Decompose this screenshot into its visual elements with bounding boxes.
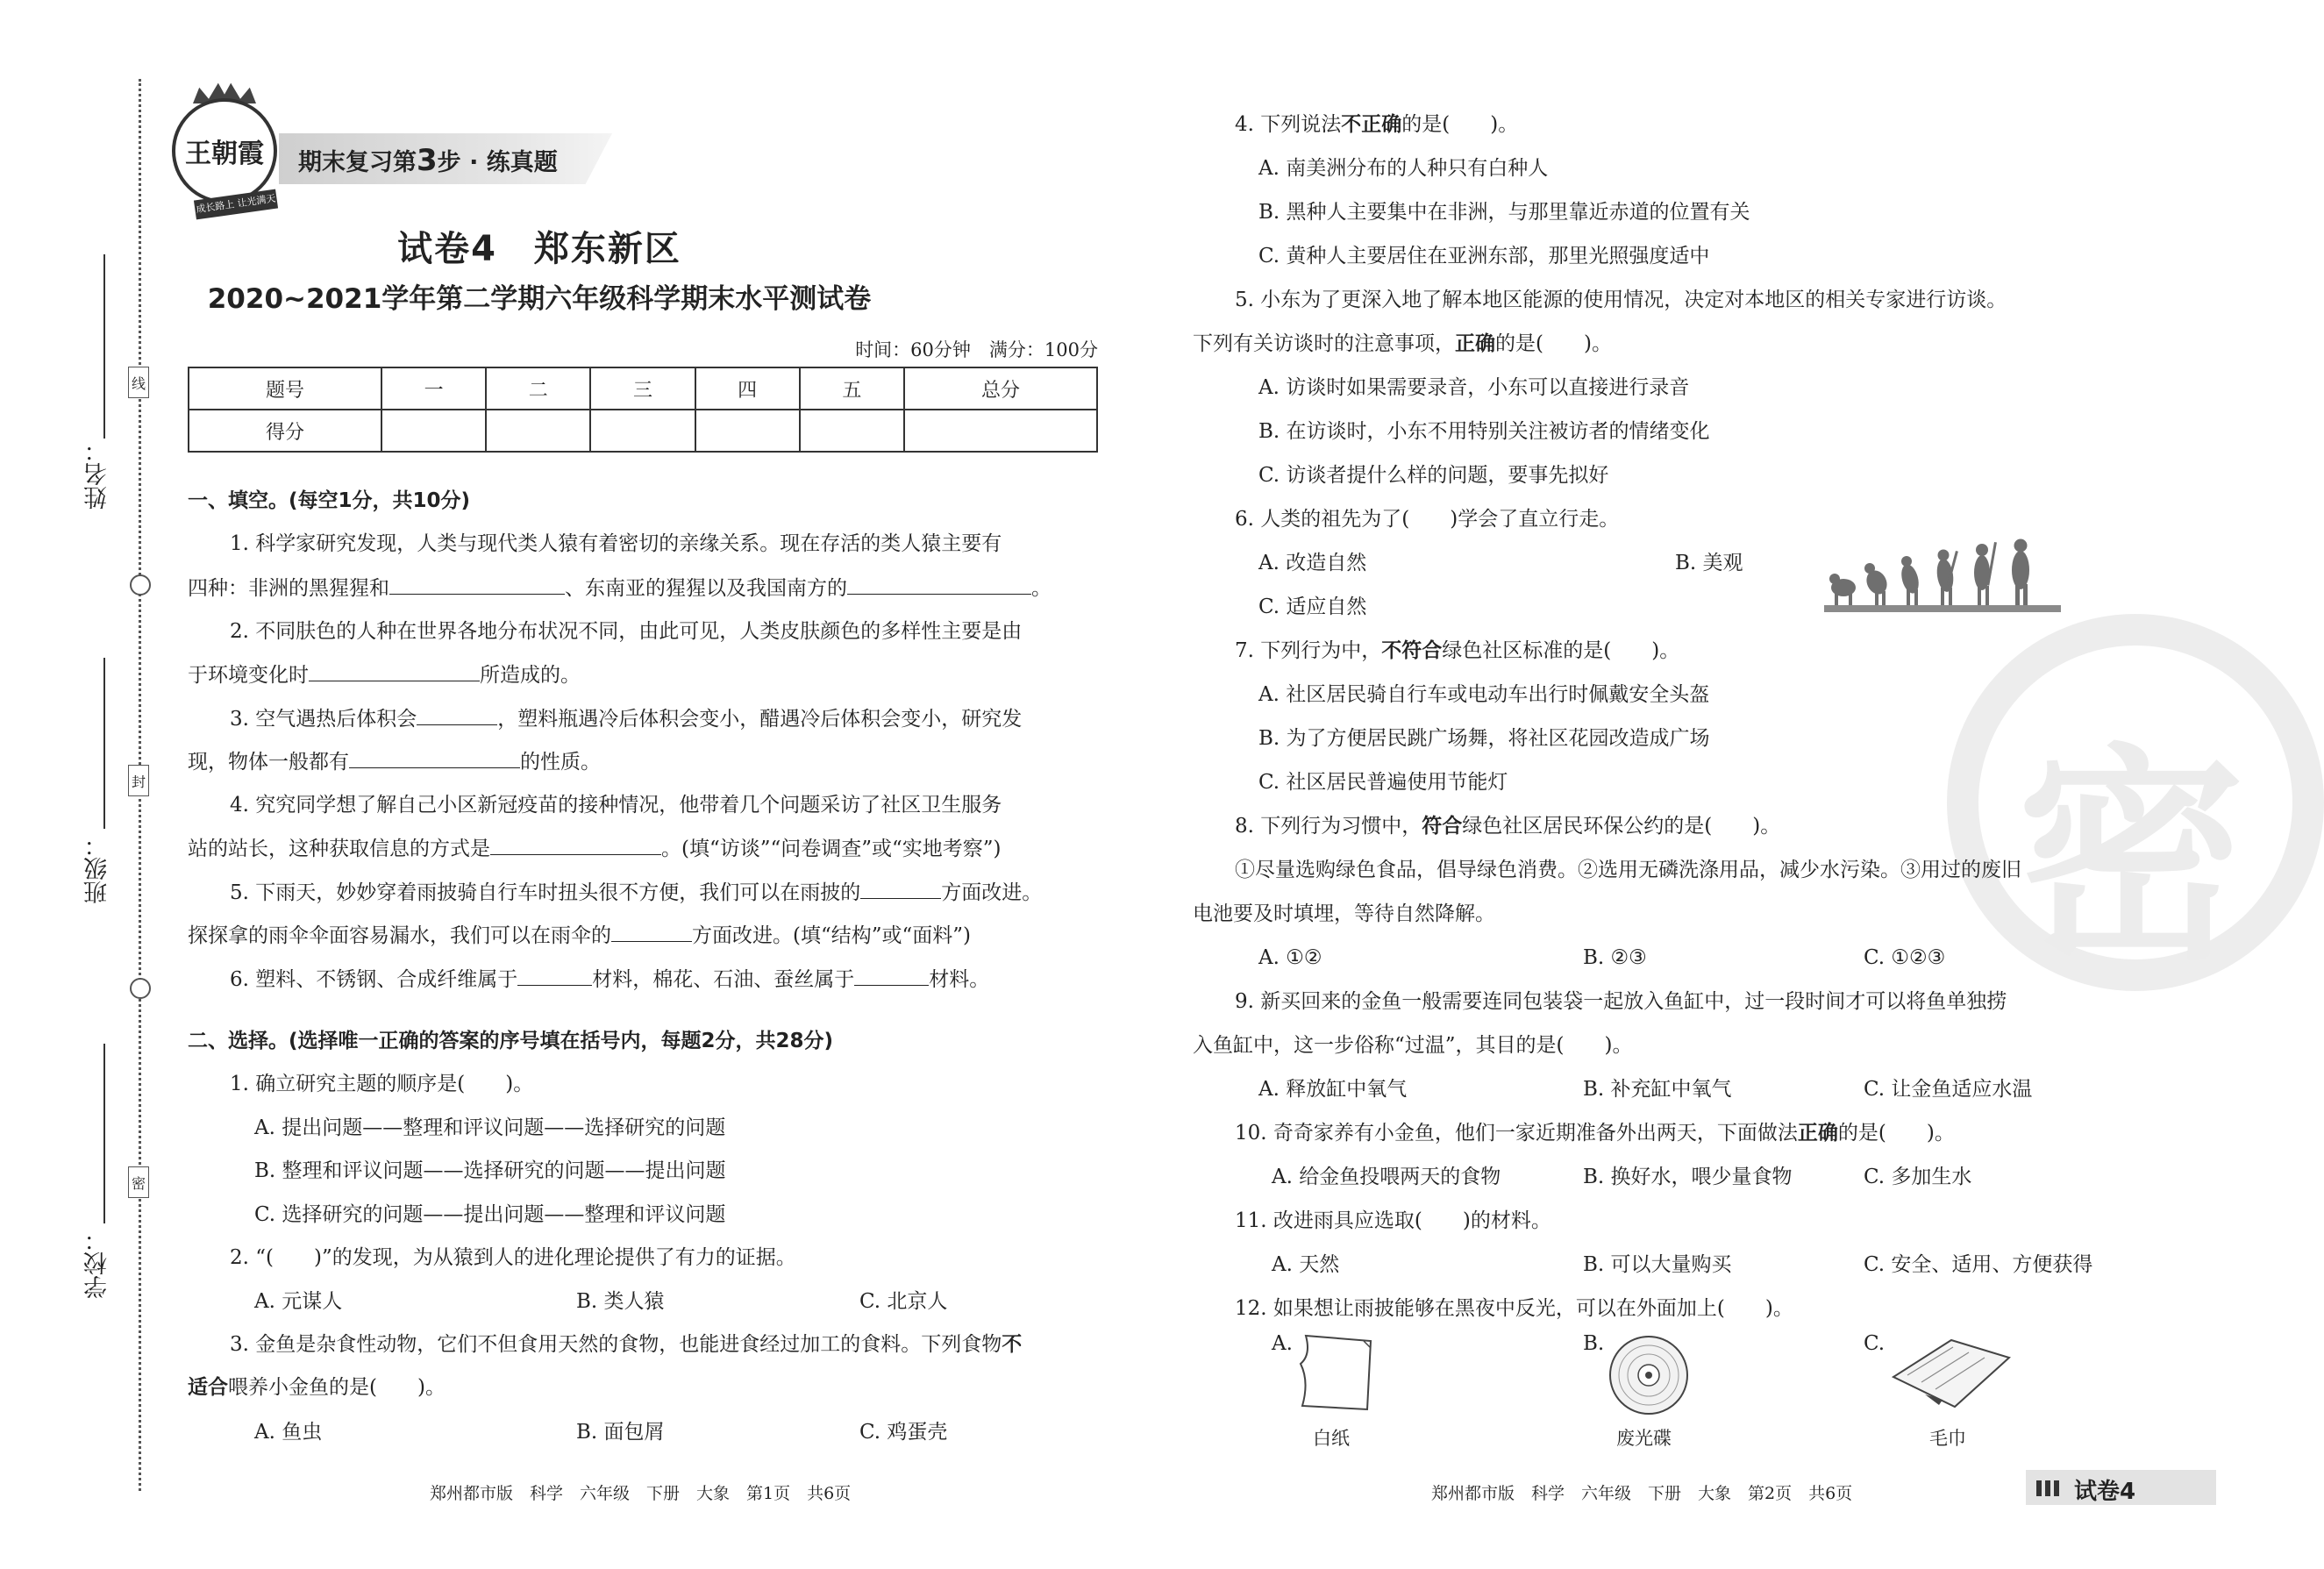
option-text: B. ②③ — [1583, 946, 1647, 969]
option-text: B. 类人猿 — [576, 1290, 665, 1313]
question-text: 1. 科学家研究发现，人类与现代类人猿有着密切的亲缘关系。现在存活的类人猿主要有 — [230, 532, 1002, 555]
option-text: C. 访谈者提什么样的问题，要事先拟好 — [1258, 464, 1609, 487]
paper-title: 试卷4 郑东新区 — [397, 229, 681, 269]
school-field[interactable] — [103, 1044, 105, 1223]
question-text: 11. 改进雨具应选取( )的材料。 — [1235, 1209, 1551, 1232]
option-text: B. 面包屑 — [576, 1421, 665, 1444]
time-score-info: 时间：60分钟 满分：100分 — [855, 339, 1098, 360]
question-text: 9. 新买回来的金鱼一般需要连同包装袋一起放入鱼缸中，过一段时间才可以将鱼单独捞 — [1235, 990, 2007, 1013]
old-cd-illustration — [1607, 1333, 1691, 1417]
question-text: 5. 下雨天，妙妙穿着雨披骑自行车时扭头很不方便，我们可以在雨披的 方面改进。 — [230, 879, 1042, 906]
option-text: B. 整理和评议问题——选择研究的问题——提出问题 — [254, 1159, 726, 1182]
option-text: A. ①② — [1258, 946, 1322, 969]
answer-blank[interactable] — [847, 574, 1031, 595]
binding-hole-icon — [130, 978, 151, 999]
score-table — [188, 367, 1098, 453]
option-letter: B. — [1583, 1332, 1605, 1355]
option-text: B. 为了方便居民跳广场舞，将社区花园改造成广场 — [1258, 727, 1710, 750]
brand-logo-text: 王朝霞 — [185, 139, 264, 169]
question-text: 6. 人类的祖先为了( )学会了直立行走。 — [1235, 508, 1620, 531]
option-text: B. 黑种人主要集中在非洲，与那里靠近赤道的位置有关 — [1258, 201, 1750, 224]
option-text: C. ①②③ — [1864, 946, 1946, 969]
image-caption: 废光碟 — [1616, 1428, 1672, 1449]
question-text: 电池要及时填埋，等待自然降解。 — [1193, 902, 1495, 925]
class-field[interactable] — [103, 658, 105, 829]
score-cell[interactable] — [904, 410, 1097, 452]
answer-blank[interactable] — [854, 966, 929, 986]
image-caption: 毛巾 — [1929, 1428, 1966, 1449]
answer-blank[interactable] — [309, 661, 480, 681]
option-text: C. 适应自然 — [1258, 596, 1367, 618]
question-text: 1. 确立研究主题的顺序是( )。 — [230, 1073, 534, 1095]
name-label: 姓名： — [84, 439, 111, 510]
option-text: C. 安全、适用、方便获得 — [1864, 1253, 2093, 1276]
option-text: A. 提出问题——整理和评议问题——选择研究的问题 — [254, 1116, 726, 1139]
watermark-seal-char: 密 — [2017, 726, 2245, 991]
option-text: C. 多加生水 — [1864, 1166, 1972, 1188]
option-letter: A. — [1272, 1332, 1293, 1355]
score-cell[interactable] — [800, 410, 904, 452]
question-text: 适合喂养小金鱼的是( )。 — [188, 1376, 446, 1399]
human-evolution-illustration — [1824, 524, 2061, 614]
option-text: A. 改造自然 — [1258, 552, 1367, 574]
answer-blank[interactable] — [349, 748, 520, 768]
option-text: C. 让金鱼适应水温 — [1864, 1078, 2033, 1101]
binding-hole-icon — [130, 574, 151, 596]
option-text: A. 给金鱼投喂两天的食物 — [1272, 1166, 1501, 1188]
question-text: 2. 不同肤色的人种在世界各地分布状况不同，由此可见，人类皮肤颜色的多样性主要是由 — [230, 620, 1023, 643]
question-text: 3. 金鱼是杂食性动物，它们不但食用天然的食物，也能进食经过加工的食料。下列食物不 — [230, 1333, 1023, 1356]
score-table-score-row: 得分 — [189, 410, 1097, 452]
option-text: B. 补充缸中氧气 — [1583, 1078, 1732, 1101]
option-text: A. 释放缸中氧气 — [1258, 1078, 1408, 1101]
question-text: 5. 小东为了更深入地了解本地区能源的使用情况，决定对本地区的相关专家进行访谈。 — [1235, 289, 2007, 311]
question-text: 下列有关访谈时的注意事项，正确的是( )。 — [1193, 332, 1612, 355]
question-text: 入鱼缸中，这一步俗称“过温”，其目的是( )。 — [1193, 1034, 1633, 1057]
question-text: 四种：非洲的黑猩猩和 、东南亚的猩猩以及我国南方的 。 — [188, 574, 1052, 602]
question-text: 12. 如果想让雨披能够在黑夜中反光，可以在外面加上( )。 — [1235, 1297, 1793, 1320]
cut-mark-line: 线 — [128, 367, 149, 398]
answer-blank[interactable] — [860, 879, 941, 899]
option-text: B. 美观 — [1675, 552, 1743, 574]
answer-blank[interactable] — [611, 922, 692, 942]
option-text: A. 鱼虫 — [254, 1421, 323, 1444]
option-text: B. 在访谈时，小东不用特别关注被访者的情绪变化 — [1258, 420, 1710, 443]
page-footer-left: 郑州都市版 科学 六年级 下册 大象 第1页 共6页 — [430, 1484, 852, 1503]
option-text: A. 南美洲分布的人种只有白种人 — [1258, 157, 1549, 180]
answer-blank[interactable] — [517, 966, 592, 986]
question-text: 2. “( )”的发现，为从猿到人的进化理论提供了有力的证据。 — [230, 1246, 796, 1269]
score-cell[interactable] — [486, 410, 590, 452]
option-text: C. 黄种人主要居住在亚洲东部，那里光照强度适中 — [1258, 245, 1710, 267]
paper-tab-label: 试卷4 — [2074, 1479, 2136, 1505]
paper-subtitle: 2020~2021学年第二学期六年级科学期末水平测试卷 — [207, 283, 872, 315]
question-text: 3. 空气遇热后体积会 ，塑料瓶遇冷后体积会变小，醋遇冷后体积会变小，研究发 — [230, 705, 1022, 732]
question-text: 8. 下列行为习惯中，符合绿色社区居民环保公约的是( )。 — [1235, 815, 1781, 838]
cut-mark-seal: 封 — [128, 765, 149, 796]
answer-blank[interactable] — [389, 574, 565, 595]
score-cell[interactable] — [695, 410, 800, 452]
question-text: 7. 下列行为中，不符合绿色社区标准的是( )。 — [1235, 639, 1680, 662]
question-text: 4. 下列说法不正确的是( )。 — [1235, 113, 1519, 136]
section-2-title: 二、选择。(选择唯一正确的答案的序号填在括号内，每题2分，共28分) — [188, 1030, 834, 1052]
review-banner-text: 期末复习第3步 · 练真题 — [298, 143, 558, 178]
option-text: B. 可以大量购买 — [1583, 1253, 1732, 1276]
white-paper-illustration — [1294, 1329, 1381, 1416]
option-text: B. 换好水，喂少量食物 — [1583, 1166, 1793, 1188]
option-text: A. 访谈时如果需要录音，小东可以直接进行录音 — [1258, 376, 1690, 399]
option-letter: C. — [1864, 1332, 1886, 1355]
option-text: C. 鸡蛋壳 — [859, 1421, 948, 1444]
answer-blank[interactable] — [417, 705, 497, 725]
tab-dots-icon — [2036, 1480, 2063, 1496]
question-text: 4. 究究同学想了解自己小区新冠疫苗的接种情况，他带着几个问题采访了社区卫生服务 — [230, 794, 1002, 817]
score-cell[interactable] — [590, 410, 695, 452]
towel-illustration — [1890, 1333, 2013, 1412]
option-text: A. 元谋人 — [254, 1290, 343, 1313]
option-text: A. 社区居民骑自行车或电动车出行时佩戴安全头盔 — [1258, 683, 1710, 706]
brand-logo — [172, 98, 277, 203]
cut-mark-secret: 密 — [128, 1166, 149, 1198]
brand-ribbon: 成长路上 让光满天 — [194, 189, 278, 220]
question-text: 10. 奇奇家养有小金鱼，他们一家近期准备外出两天，下面做法正确的是( )。 — [1235, 1122, 1955, 1145]
school-label: 学校： — [84, 1228, 111, 1299]
question-text: 6. 塑料、不锈钢、合成纤维属于 材料，棉花、石油、蚕丝属于 材料。 — [230, 966, 989, 993]
option-text: C. 社区居民普遍使用节能灯 — [1258, 771, 1508, 794]
question-text: 于环境变化时 所造成的。 — [188, 661, 581, 688]
page-footer-right: 郑州都市版 科学 六年级 下册 大象 第2页 共6页 — [1431, 1484, 1853, 1503]
score-table-header-row: 题号 一 二 三 四 五 总分 — [189, 367, 1097, 410]
class-label: 班级： — [84, 833, 111, 904]
question-text: 现，物体一般都有 的性质。 — [188, 748, 601, 775]
question-text: ①尽量选购绿色食品，倡导绿色消费。②选用无磷洗涤用品，减少水污染。③用过的废旧 — [1235, 859, 2021, 881]
image-caption: 白纸 — [1313, 1428, 1350, 1449]
option-text: C. 选择研究的问题——提出问题——整理和评议问题 — [254, 1203, 726, 1226]
option-text: A. 天然 — [1272, 1253, 1340, 1276]
section-1-title: 一、填空。(每空1分，共10分) — [188, 489, 471, 512]
question-text: 站的站长，这种获取信息的方式是 。(填“访谈”“问卷调查”或“实地考察”) — [188, 835, 1002, 862]
option-text: C. 北京人 — [859, 1290, 948, 1313]
question-text: 探探拿的雨伞伞面容易漏水，我们可以在雨伞的 方面改进。(填“结构”或“面料”) — [188, 922, 971, 949]
score-cell[interactable] — [381, 410, 486, 452]
answer-blank[interactable] — [490, 835, 661, 855]
